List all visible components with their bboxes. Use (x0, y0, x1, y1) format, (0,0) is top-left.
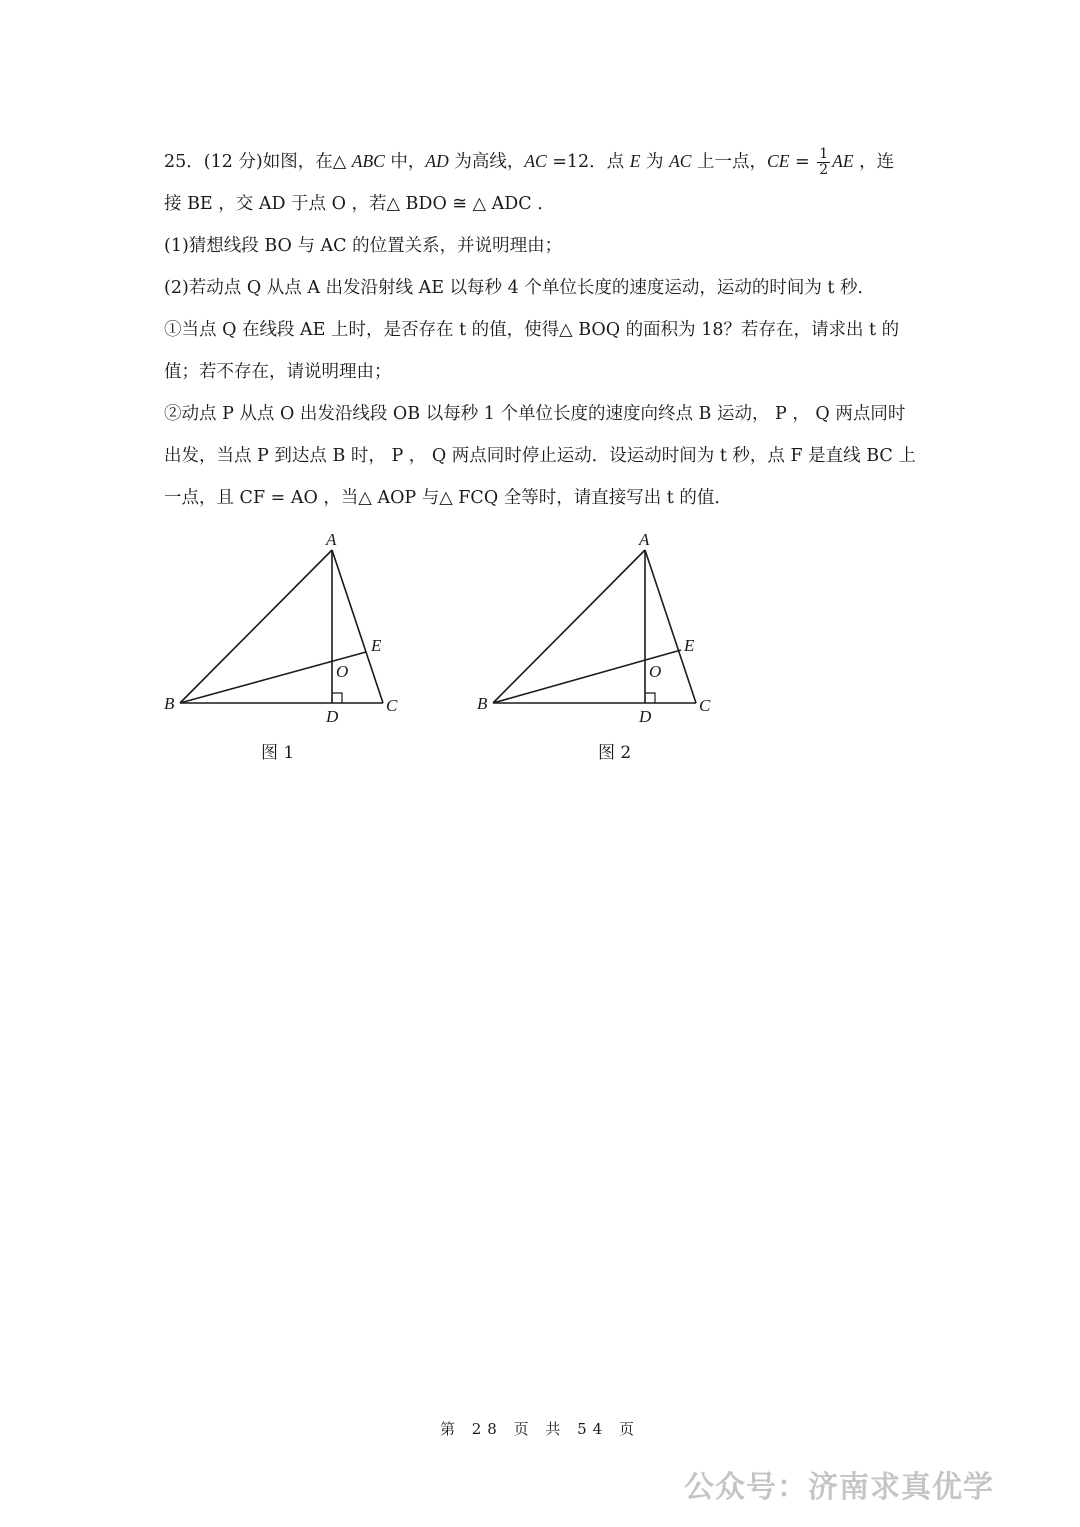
fraction-numerator: 1 (819, 146, 829, 162)
math-var: AE (832, 151, 854, 171)
question-2b-line-2: 出发，当点 P 到达点 B 时， P ， Q 两点同时停止运动．设运动时间为 t 秒，点 F 是直线 BC 上 (164, 446, 916, 466)
math-var: ABC (351, 151, 385, 171)
label-D: D (639, 707, 652, 726)
problem-text: 为高线， (448, 152, 525, 172)
figure-1-caption: 图 1 (261, 743, 295, 763)
problem-text: 中， (384, 152, 426, 172)
label-C: C (699, 696, 711, 715)
label-A: A (639, 530, 650, 549)
fraction-denominator: 2 (819, 162, 829, 178)
label-B: B (164, 694, 175, 713)
label-E: E (684, 636, 695, 655)
right-angle-mark (645, 693, 655, 703)
label-C: C (386, 696, 398, 715)
figure-1 (160, 530, 420, 734)
figure-2-diagram (473, 530, 733, 730)
label-D: D (326, 707, 339, 726)
question-2b-line-1: ②动点 P 从点 O 出发沿线段 OB 以每秒 1 个单位长度的速度向终点 B 运动， P ， Q 两点同时 (164, 404, 906, 424)
question-2: (2)若动点 Q 从点 A 出发沿射线 AE 以每秒 4 个单位长度的速度运动，运动的时间为 t 秒． (164, 278, 875, 298)
page-footer: 第 28 页 共 54 页 (439, 1420, 640, 1438)
label-B: B (477, 694, 488, 713)
problem-text: ，连 (853, 152, 895, 172)
right-angle-mark (332, 693, 342, 703)
question-1: (1)猜想线段 BO 与 AC 的位置关系，并说明理由； (164, 236, 563, 256)
label-O: O (649, 662, 662, 681)
problem-text: 上一点， (691, 152, 768, 172)
label-E: E (371, 636, 382, 655)
problem-line-2: 接 BE ，交 AD 于点 O ，若△ BDO ≅ △ ADC ． (164, 194, 555, 214)
problem-text: 25．(12 分)如图，在△ (164, 152, 352, 172)
fraction (817, 147, 830, 178)
figure-2 (473, 530, 733, 734)
label-O: O (336, 662, 349, 681)
problem-text: 为 (640, 152, 670, 172)
math-var: AC (524, 151, 547, 171)
problem-text: = (789, 152, 816, 172)
math-var: AC (669, 151, 692, 171)
segment-AB (180, 550, 332, 703)
watermark: 公众号：济南求真优学 (684, 1470, 994, 1505)
problem-text: =12．点 (546, 152, 630, 172)
math-var: AD (425, 151, 449, 171)
problem-line-1 (164, 140, 934, 183)
math-var: E (629, 151, 641, 171)
question-2a-line-2: 值；若不存在，请说明理由； (164, 362, 392, 382)
math-var: CE (767, 151, 790, 171)
figure-1-diagram (160, 530, 420, 730)
segment-AB (493, 550, 645, 703)
question-2a-line-1: ①当点 Q 在线段 AE 上时，是否存在 t 的值，使得△ BOQ 的面积为 18？若存在，请求出 t 的 (164, 320, 900, 340)
problem-25 (164, 140, 934, 519)
question-2b-line-3: 一点，且 CF = AO ，当△ AOP 与△ FCQ 全等时，请直接写出 t 的值． (164, 488, 732, 508)
label-A: A (326, 530, 337, 549)
figure-2-caption: 图 2 (598, 743, 632, 763)
